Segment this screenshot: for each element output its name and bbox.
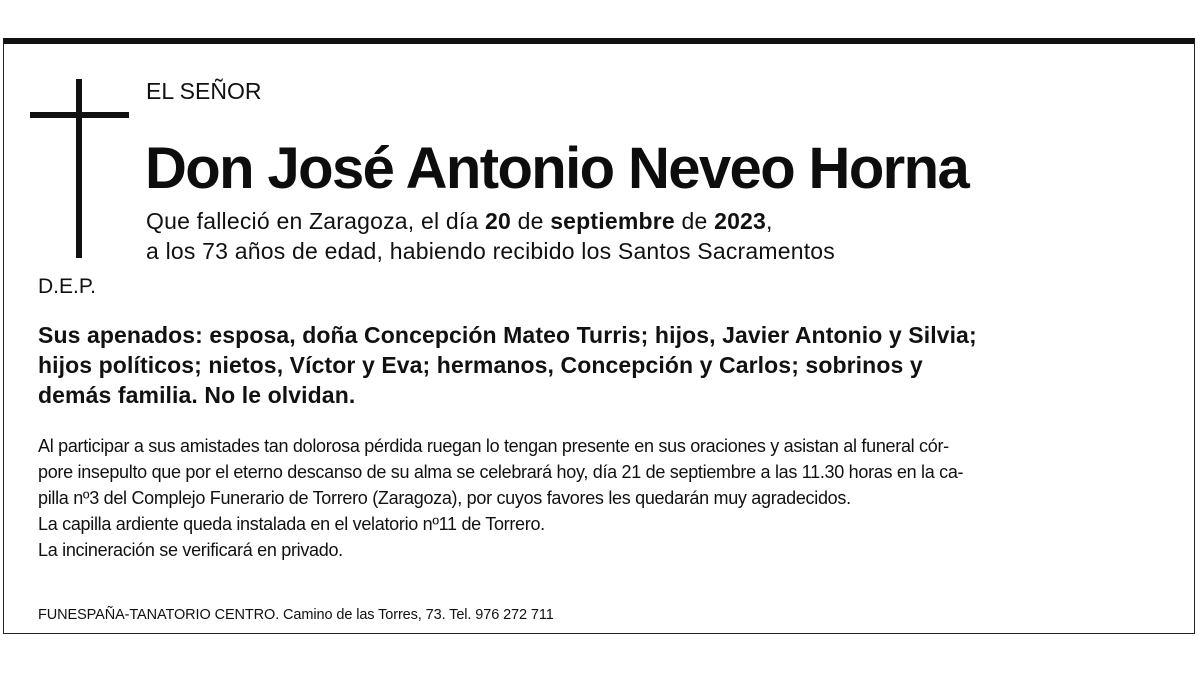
funeral-details-line: La capilla ardiente queda instalada en el velatorio nº11 de Torrero. xyxy=(38,514,545,534)
mourners-paragraph xyxy=(38,320,1178,410)
funeral-details-line: pore insepulto que por el eterno descanso de su alma se celebrará hoy, día 21 de septiembre a las 11.30 horas en la ca- xyxy=(38,462,964,482)
rip-label: D.E.P. xyxy=(38,275,96,298)
deceased-name: Don José Antonio Neveo Horna xyxy=(145,136,969,201)
death-prefix: Que falleció en Zaragoza, el día xyxy=(146,208,486,234)
death-of-2: de xyxy=(674,208,715,234)
death-of-1: de xyxy=(511,208,551,234)
honorific: EL SEÑOR xyxy=(146,78,262,104)
death-year: 2023 xyxy=(714,208,767,234)
mourners-line: Sus apenados: esposa, doña Concepción Mateo Turris; hijos, Javier Antonio y Silvia; xyxy=(38,322,977,348)
death-suffix: , xyxy=(766,208,773,234)
mourners-line: demás familia. No le olvidan. xyxy=(38,382,356,408)
death-day: 20 xyxy=(485,208,512,234)
death-details xyxy=(146,206,835,266)
funeral-details-line: La incineración se verificará en privado. xyxy=(38,540,343,560)
funeral-details-line: Al participar a sus amistades tan dolorosa pérdida ruegan lo tengan presente en sus oraciones y asistan al funeral cór- xyxy=(38,436,949,456)
death-month: septiembre xyxy=(550,208,675,234)
death-line-1 xyxy=(146,206,835,236)
cross-icon-horizontal-bar xyxy=(30,112,129,118)
funeral-details-paragraph xyxy=(38,433,1188,563)
death-line-2: a los 73 años de edad, habiendo recibido los Santos Sacramentos xyxy=(146,238,835,264)
funeral-details-line: pilla nº3 del Complejo Funerario de Torrero (Zaragoza), por cuyos favores les quedarán muy agradecidos. xyxy=(38,488,851,508)
funeral-home-footer: FUNESPAÑA-TANATORIO CENTRO. Camino de las Torres, 73. Tel. 976 272 711 xyxy=(38,607,554,623)
mourners-line: hijos políticos; nietos, Víctor y Eva; hermanos, Concepción y Carlos; sobrinos y xyxy=(38,352,923,378)
cross-icon-vertical-bar xyxy=(76,79,82,258)
